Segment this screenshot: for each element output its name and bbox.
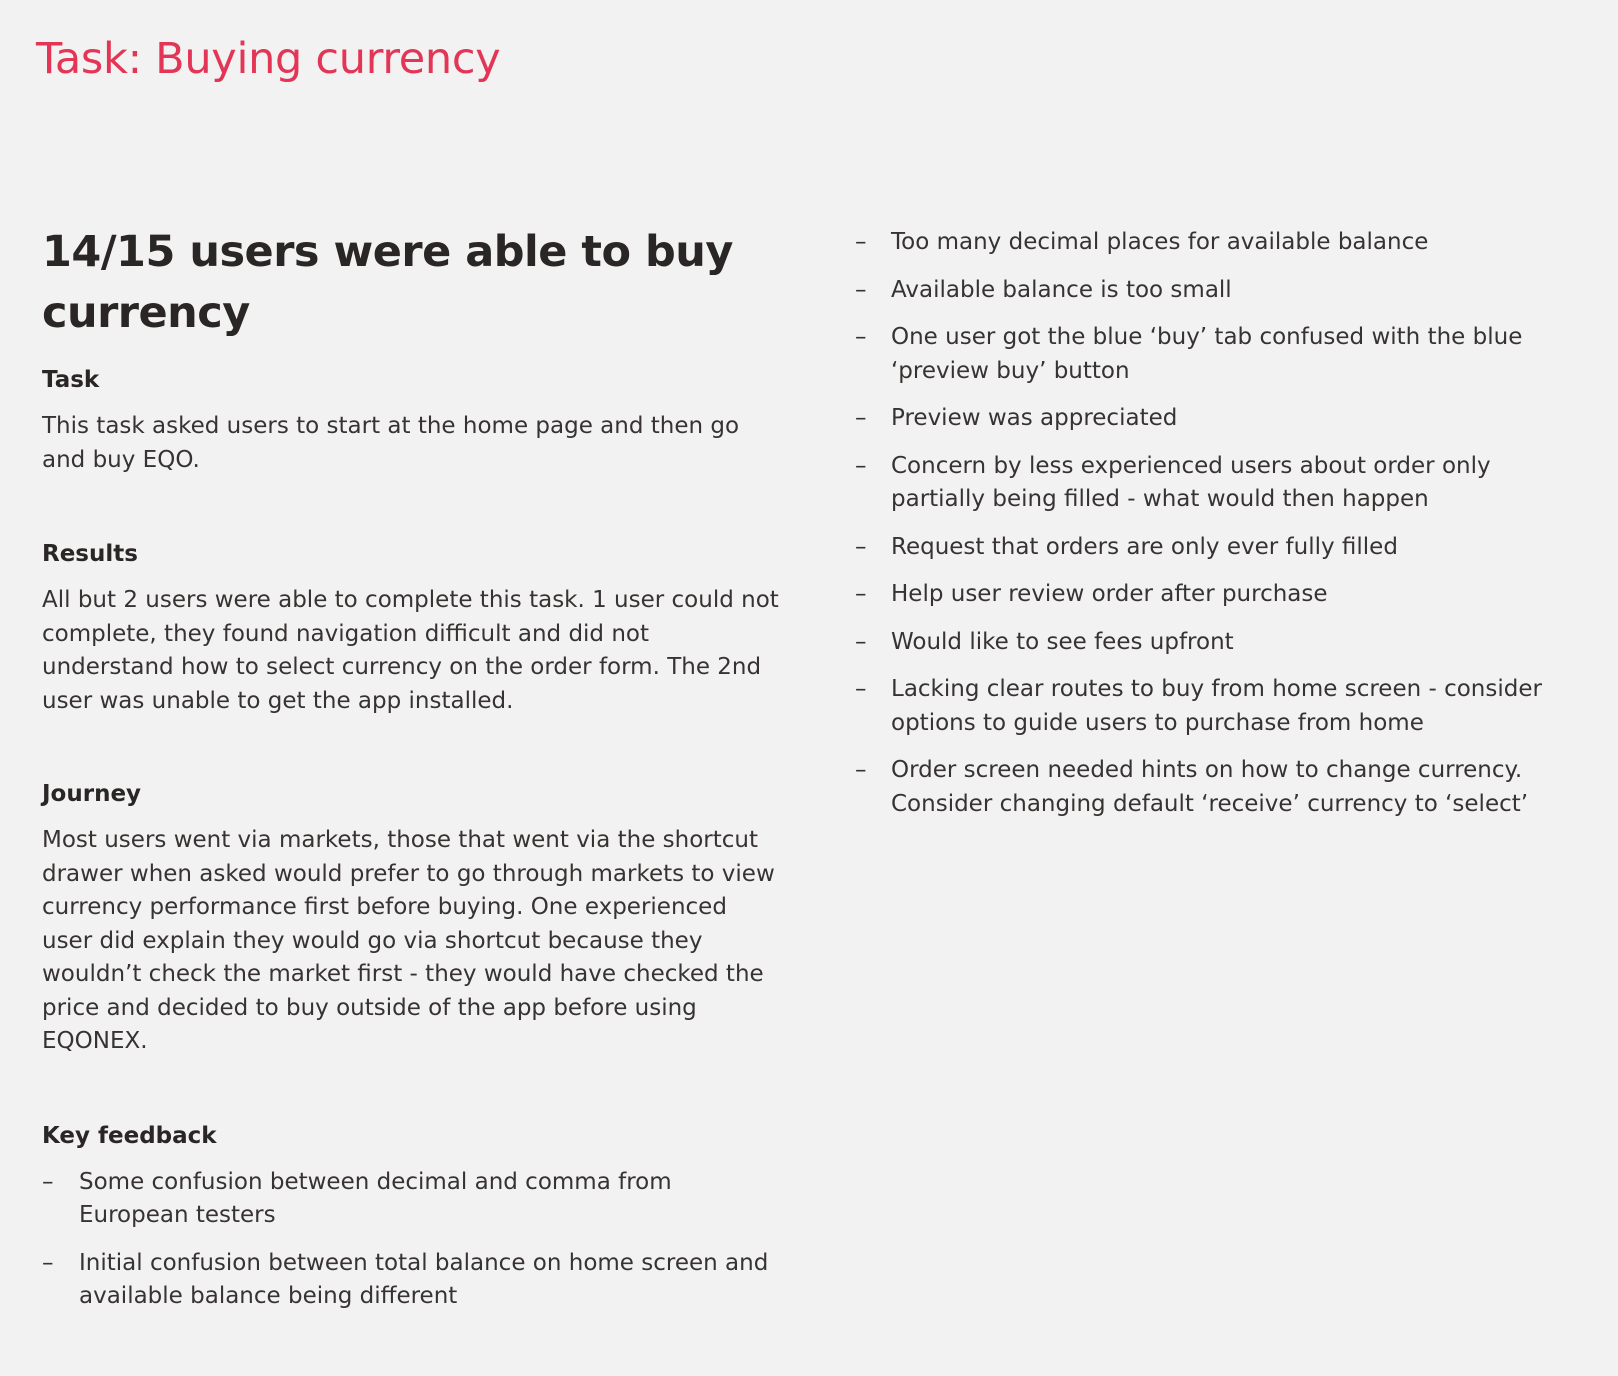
list-item-text: Would like to see fees upfront bbox=[891, 628, 1234, 655]
key-feedback-list-right bbox=[855, 226, 1585, 821]
list-item bbox=[42, 1247, 782, 1314]
dash-bullet: – bbox=[855, 676, 867, 702]
list-item-text: Help user review order after purchase bbox=[891, 581, 1328, 607]
task-heading: Task bbox=[42, 367, 100, 393]
list-item-text: Lacking clear routes to buy from home screen - consider options to guide users to purchase from home bbox=[891, 676, 1542, 736]
list-item bbox=[42, 1166, 782, 1233]
key-feedback-section bbox=[42, 1120, 782, 1314]
results-section bbox=[42, 538, 782, 718]
list-item bbox=[855, 274, 1585, 308]
list-item-text: Available balance is too small bbox=[891, 276, 1232, 303]
task-body: This task asked users to start at the home page and then go and buy EQO. bbox=[42, 413, 740, 473]
dash-bullet: – bbox=[855, 276, 867, 303]
summary-headline: 14/15 users were able to buy currency bbox=[42, 227, 733, 338]
list-item-text: Concern by less experienced users about order only partially being filled - what would then happen bbox=[891, 452, 1491, 512]
dash-bullet: – bbox=[855, 533, 867, 560]
list-item bbox=[855, 626, 1585, 660]
journey-heading: Journey bbox=[42, 781, 142, 807]
page-title: Task: Buying currency bbox=[36, 34, 501, 84]
dash-bullet: – bbox=[855, 628, 867, 655]
dash-bullet: – bbox=[855, 581, 867, 607]
dash-bullet: – bbox=[855, 452, 867, 479]
list-item-text: Initial confusion between total balance on home screen and available balance being different bbox=[79, 1249, 769, 1309]
dash-bullet: – bbox=[42, 1168, 54, 1195]
list-item bbox=[855, 450, 1585, 517]
list-item bbox=[855, 531, 1585, 565]
list-item bbox=[855, 402, 1585, 436]
journey-section bbox=[42, 778, 782, 1059]
list-item-text: Some confusion between decimal and comma from European testers bbox=[79, 1168, 672, 1228]
list-item-text: One user got the blue ‘buy’ tab confused with the blue ‘preview buy’ button bbox=[891, 324, 1523, 384]
right-column bbox=[855, 226, 1585, 835]
key-feedback-list-left bbox=[42, 1166, 782, 1314]
dash-bullet: – bbox=[42, 1249, 54, 1276]
left-column bbox=[42, 222, 782, 1328]
dash-bullet: – bbox=[855, 405, 867, 431]
list-item bbox=[855, 754, 1585, 821]
key-feedback-heading: Key feedback bbox=[42, 1122, 217, 1149]
journey-body: Most users went via markets, those that went via the shortcut drawer when asked would prefer to go through markets to view currency performance first before buying. One experienced user did explain they would go via shortcut because they wouldn’t check the market first - they would have checked the price and decided to buy outside of the app before using EQONEX. bbox=[42, 827, 775, 1054]
dash-bullet: – bbox=[855, 229, 867, 255]
list-item bbox=[855, 321, 1585, 388]
dash-bullet: – bbox=[855, 324, 867, 350]
task-section bbox=[42, 364, 782, 477]
dash-bullet: – bbox=[855, 757, 867, 783]
results-body: All but 2 users were able to complete this task. 1 user could not complete, they found navigation difficult and did not understand how to select currency on the order form. The 2nd user was unable to get the app installed. bbox=[42, 587, 779, 714]
list-item-text: Request that orders are only ever fully filled bbox=[891, 533, 1398, 560]
list-item bbox=[855, 578, 1585, 612]
list-item bbox=[855, 673, 1585, 740]
list-item-text: Order screen needed hints on how to change currency. Consider changing default ‘receive’ currency to ‘select’ bbox=[891, 757, 1529, 817]
list-item bbox=[855, 226, 1585, 260]
list-item-text: Too many decimal places for available balance bbox=[891, 229, 1429, 255]
list-item-text: Preview was appreciated bbox=[891, 405, 1178, 431]
results-heading: Results bbox=[42, 541, 138, 567]
